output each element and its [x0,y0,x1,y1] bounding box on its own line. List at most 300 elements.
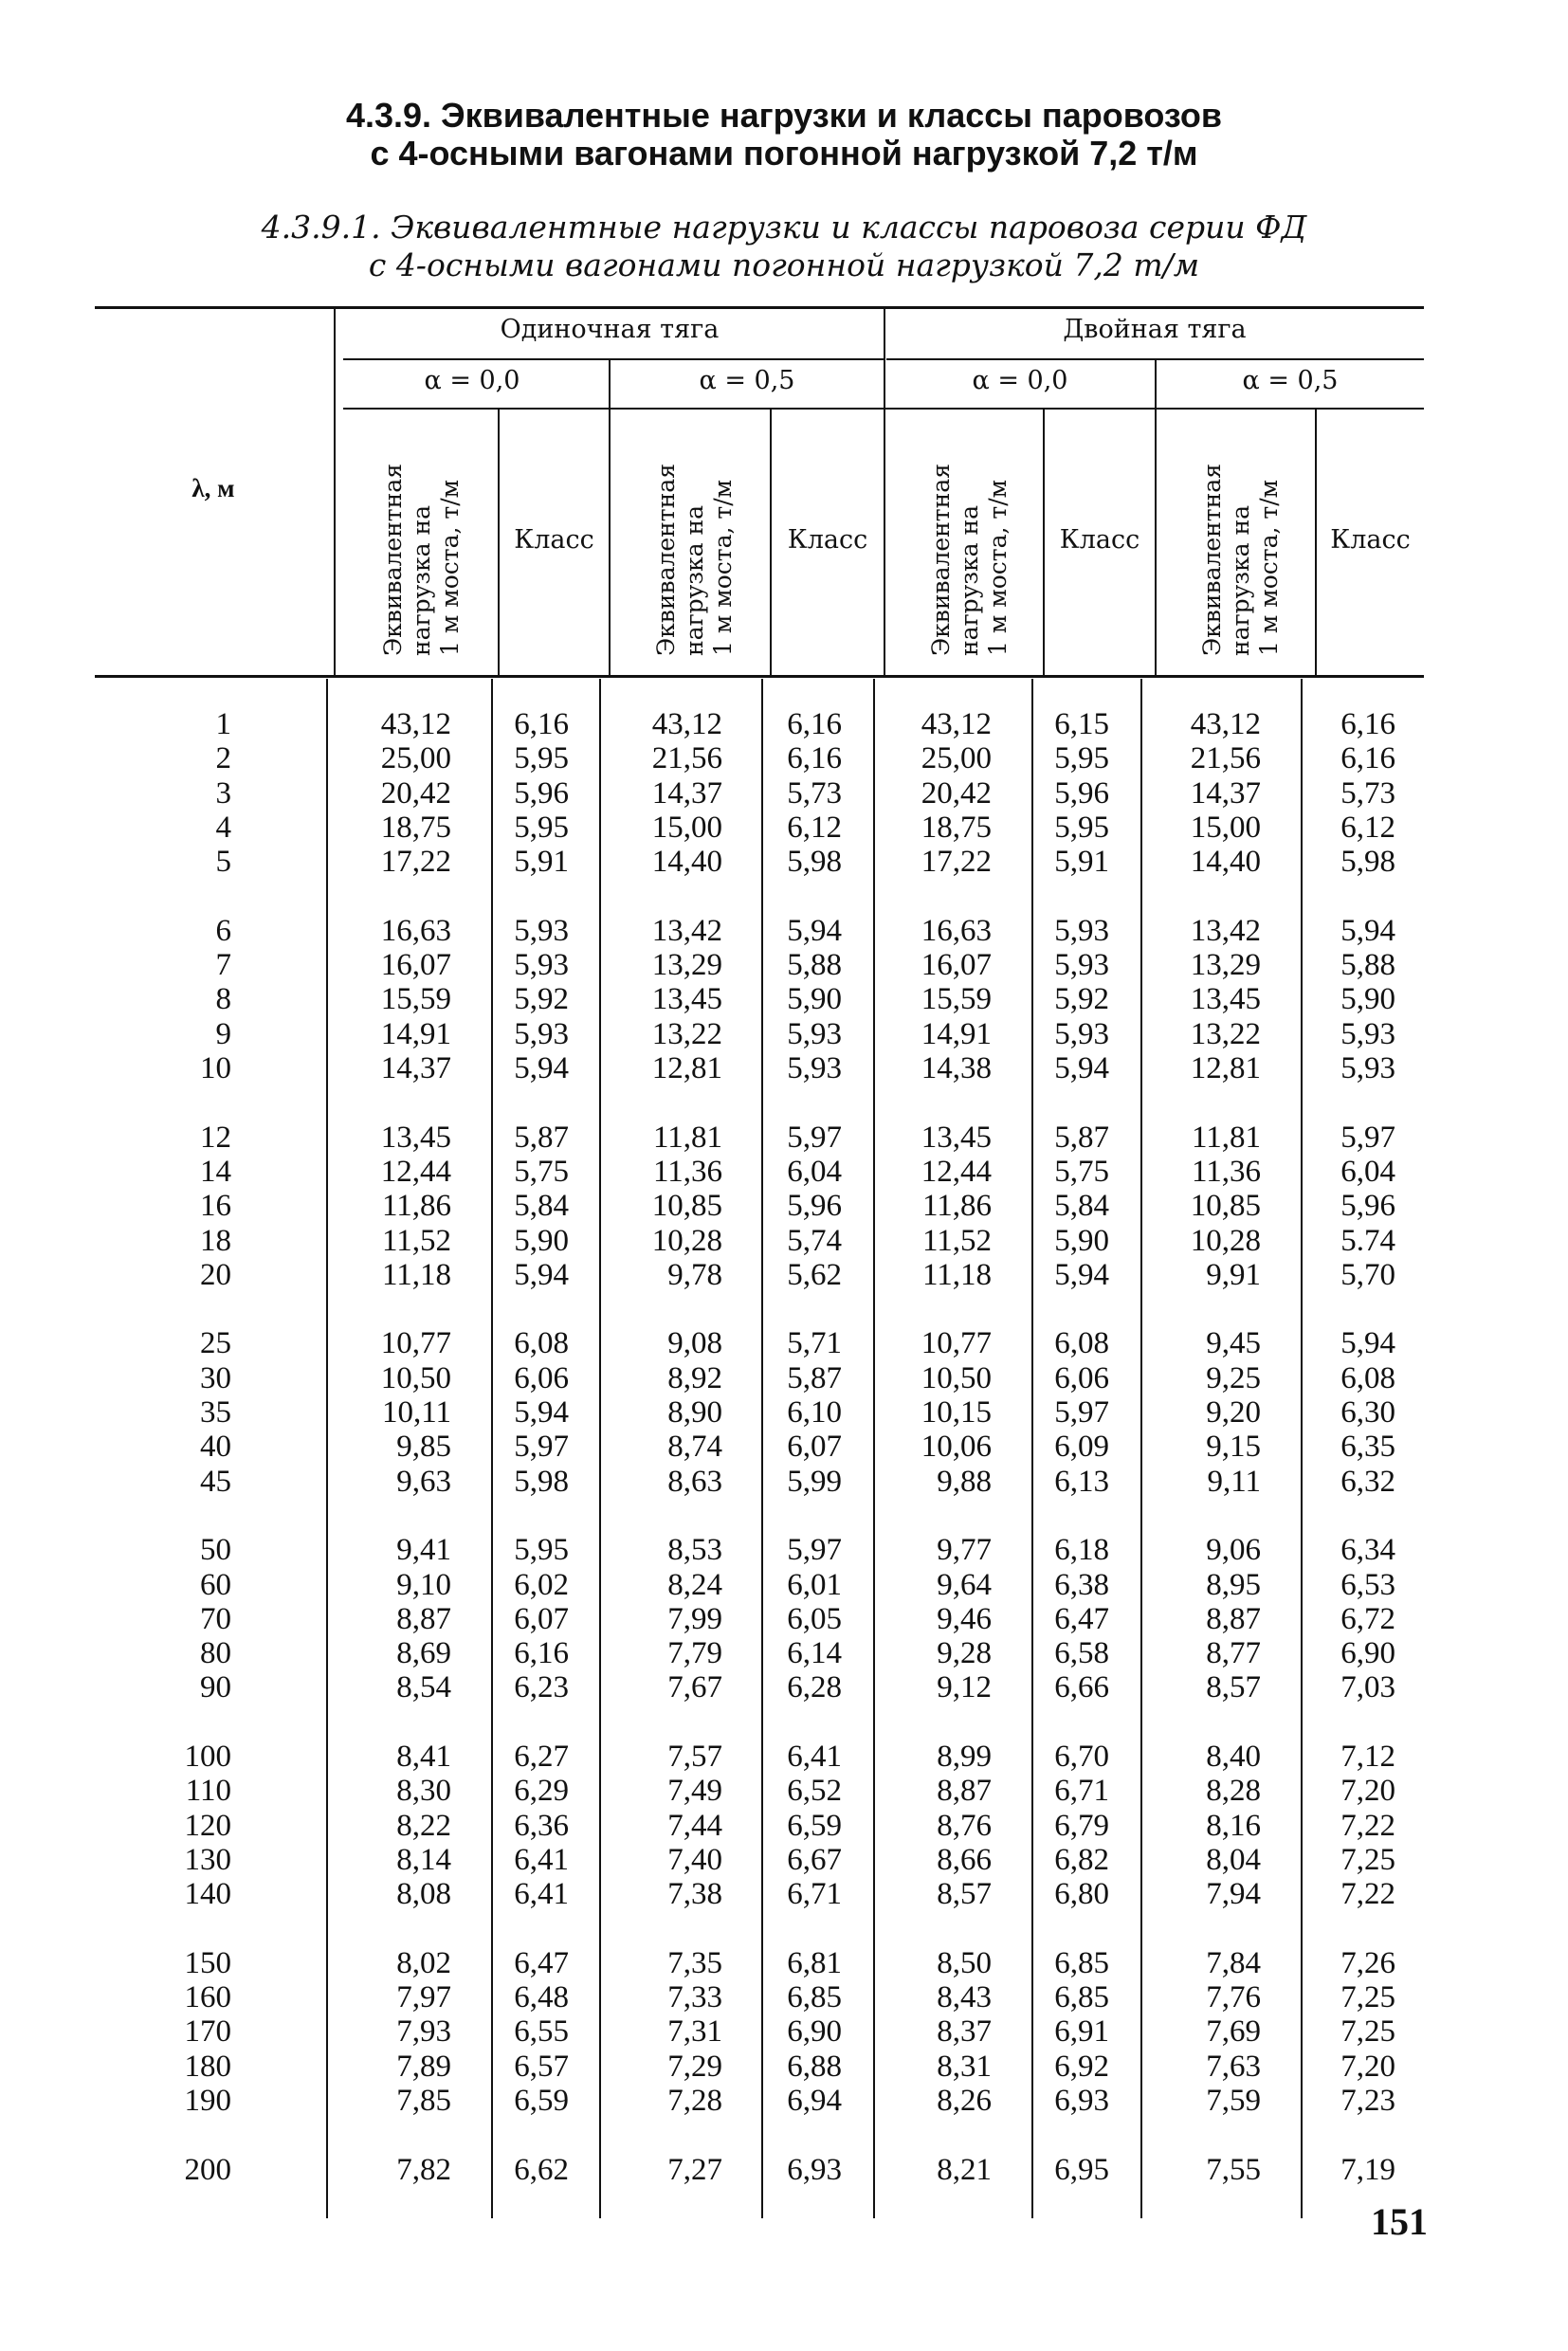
table-cell-class-double-a0: 5,93 [1054,913,1109,948]
table-cell-class-single-a0: 6,41 [514,1877,569,1912]
table-cell-class-double-a0: 6,91 [1054,2014,1109,2050]
table-cell-class-double-a0: 6,58 [1054,1636,1109,1671]
table-cell-lambda: 90 [200,1670,231,1705]
table-cell-equiv-single-a5: 8,53 [667,1533,722,1568]
table-cell-equiv-double-a0: 20,42 [921,775,992,811]
page-number: 151 [1371,2200,1428,2243]
table-cell-equiv-double-a0: 8,87 [937,1774,992,1809]
table-cell-class-double-a0: 5,96 [1054,775,1109,811]
table-cell-class-double-a0: 5,94 [1054,1051,1109,1085]
table-cell-equiv-single-a0: 8,41 [396,1740,451,1774]
class-header-2: Класс [787,525,868,555]
table-cell-equiv-double-a0: 8,21 [937,2152,992,2187]
table-top-rule [95,306,1424,309]
table-cell-equiv-single-a0: 8,30 [396,1774,451,1809]
table-cell-class-double-a0: 6,38 [1054,1567,1109,1602]
table-cell-class-single-a5: 5,97 [787,1120,842,1155]
table-cell-class-single-a5: 5,88 [787,948,842,983]
table-cell-class-single-a0: 5,95 [514,1533,569,1568]
table-cell-class-double-a5: 6,12 [1340,810,1395,845]
alpha-header-3: α = 0,0 [972,366,1068,395]
table-cell-equiv-single-a5: 7,57 [667,1740,722,1774]
table-cell-equiv-double-a5: 13,29 [1190,948,1261,983]
table-cell-class-single-a5: 5,90 [787,982,842,1017]
table-cell-class-single-a0: 6,55 [514,2014,569,2050]
table-cell-equiv-single-a5: 15,00 [651,810,722,845]
table-cell-equiv-single-a0: 25,00 [380,741,451,776]
table-cell-equiv-single-a0: 7,82 [396,2152,451,2187]
table-cell-class-double-a5: 7,25 [1340,2014,1395,2050]
table-cell-lambda: 150 [184,1945,231,1980]
table-cell-class-single-a5: 6,94 [787,2084,842,2118]
table-cell-equiv-double-a5: 7,84 [1206,1945,1261,1980]
table-cell-class-double-a0: 6,95 [1054,2152,1109,2187]
table-cell-class-single-a5: 5,93 [787,1051,842,1085]
table-cell-lambda: 30 [200,1360,231,1395]
table-cell-class-single-a5: 5,74 [787,1223,842,1258]
table-cell-equiv-double-a5: 7,63 [1206,2049,1261,2084]
table-cell-class-double-a5: 7,20 [1340,1774,1395,1809]
table-cell-class-single-a0: 5,93 [514,913,569,948]
table-cell-lambda: 45 [200,1464,231,1499]
table-cell-class-double-a5: 7,22 [1340,1877,1395,1912]
table-cell-equiv-double-a0: 8,26 [937,2084,992,2118]
table-cell-equiv-single-a0: 7,89 [396,2049,451,2084]
table-cell-class-double-a5: 5,93 [1340,1051,1395,1085]
equiv-load-header-1: Эквивалентная нагрузка на 1 м моста, т/м [379,464,464,656]
table-cell-lambda: 4 [215,810,231,845]
table-cell-equiv-single-a5: 7,40 [667,1842,722,1877]
table-cell-equiv-double-a5: 13,42 [1190,913,1261,948]
table-cell-lambda: 6 [215,913,231,948]
table-cell-class-single-a5: 6,93 [787,2152,842,2187]
table-cell-class-single-a5: 5,96 [787,1189,842,1224]
table-cell-equiv-double-a5: 9,06 [1206,1533,1261,1568]
table-cell-class-single-a5: 6,16 [787,707,842,741]
table-cell-class-single-a0: 6,16 [514,707,569,741]
table-cell-class-single-a0: 5,75 [514,1154,569,1189]
table-cell-class-double-a5: 5,94 [1340,913,1395,948]
table-cell-equiv-double-a0: 8,99 [937,1740,992,1774]
table-cell-equiv-single-a5: 7,67 [667,1670,722,1705]
table-cell-equiv-single-a5: 7,35 [667,1945,722,1980]
table-cell-equiv-double-a5: 9,25 [1206,1360,1261,1395]
table-cell-equiv-double-a5: 9,45 [1206,1326,1261,1361]
table-cell-lambda: 130 [184,1842,231,1877]
table-cell-class-single-a5: 6,52 [787,1774,842,1809]
table-cell-class-single-a0: 6,06 [514,1360,569,1395]
table-title-line2: с 4-осными вагонами погонной нагрузкой 7,2 т/м [368,246,1200,283]
table-cell-lambda: 2 [215,741,231,776]
class-header-1: Класс [514,525,594,555]
table-cell-equiv-double-a5: 11,36 [1191,1154,1261,1189]
table-cell-equiv-single-a0: 16,63 [380,913,451,948]
table-cell-equiv-single-a5: 21,56 [651,741,722,776]
section-title-line2: с 4-осными вагонами погонной нагрузкой 7,2 т/м [370,134,1198,173]
table-cell-equiv-double-a5: 10,28 [1190,1223,1261,1258]
table-cell-equiv-double-a5: 9,11 [1207,1464,1261,1499]
table-cell-equiv-double-a0: 8,57 [937,1877,992,1912]
table-cell-equiv-double-a5: 13,45 [1190,982,1261,1017]
table-cell-equiv-double-a0: 11,18 [921,1257,992,1292]
table-cell-equiv-double-a5: 12,81 [1190,1051,1261,1085]
table-cell-class-double-a5: 6,90 [1340,1636,1395,1671]
table-cell-class-single-a5: 6,71 [787,1877,842,1912]
table-cell-equiv-single-a5: 7,79 [667,1636,722,1671]
table-cell-equiv-single-a5: 8,63 [667,1464,722,1499]
table-cell-class-double-a5: 5,93 [1340,1016,1395,1051]
table-cell-class-double-a0: 5,93 [1054,948,1109,983]
table-cell-class-double-a5: 6,72 [1340,1601,1395,1636]
table-cell-class-double-a5: 5,97 [1340,1120,1395,1155]
table-cell-equiv-single-a0: 16,07 [380,948,451,983]
table-cell-equiv-single-a5: 10,85 [651,1189,722,1224]
table-cell-class-double-a0: 5,94 [1054,1257,1109,1292]
table-cell-equiv-single-a5: 13,45 [651,982,722,1017]
table-cell-class-single-a5: 6,81 [787,1945,842,1980]
table-cell-class-double-a0: 5,91 [1054,845,1109,880]
table-cell-class-single-a5: 6,14 [787,1636,842,1671]
table-cell-class-double-a5: 5,70 [1340,1257,1395,1292]
table-cell-class-double-a0: 6,09 [1054,1430,1109,1465]
table-cell-equiv-double-a0: 10,50 [921,1360,992,1395]
alpha-header-4: α = 0,5 [1242,366,1339,395]
table-cell-equiv-double-a5: 7,94 [1206,1877,1261,1912]
table-cell-lambda: 10 [200,1051,231,1085]
table-cell-class-single-a0: 6,48 [514,1980,569,2015]
table-cell-class-double-a0: 5,95 [1054,810,1109,845]
table-cell-equiv-single-a5: 7,99 [667,1601,722,1636]
table-cell-lambda: 14 [200,1154,231,1189]
table-cell-class-double-a0: 6,79 [1054,1808,1109,1843]
alpha-header-2: α = 0,5 [699,366,795,395]
table-cell-class-double-a0: 6,15 [1054,707,1109,741]
table-cell-equiv-double-a5: 8,87 [1206,1601,1261,1636]
table-cell-class-single-a5: 6,85 [787,1980,842,2015]
table-cell-class-double-a5: 7,03 [1340,1670,1395,1705]
table-cell-class-double-a5: 7,25 [1340,1842,1395,1877]
table-cell-equiv-single-a5: 10,28 [651,1223,722,1258]
table-cell-class-double-a5: 6,35 [1340,1430,1395,1465]
table-cell-class-double-a5: 6,34 [1340,1533,1395,1568]
table-cell-class-double-a5: 5,94 [1340,1326,1395,1361]
table-cell-equiv-single-a0: 7,93 [396,2014,451,2050]
table-cell-equiv-single-a0: 13,45 [380,1120,451,1155]
table-cell-equiv-double-a5: 8,04 [1206,1842,1261,1877]
table-cell-class-double-a0: 5,92 [1054,982,1109,1017]
table-cell-class-double-a5: 6,32 [1340,1464,1395,1499]
class-header-4: Класс [1330,525,1411,555]
header-vline-0 [334,309,336,675]
table-cell-class-single-a0: 5,98 [514,1464,569,1499]
table-cell-equiv-single-a5: 8,24 [667,1567,722,1602]
table-cell-class-single-a5: 5,73 [787,775,842,811]
table-cell-class-double-a5: 5,96 [1340,1189,1395,1224]
table-cell-equiv-single-a5: 11,81 [652,1120,722,1155]
table-cell-equiv-double-a5: 21,56 [1190,741,1261,776]
table-cell-class-single-a0: 5,97 [514,1430,569,1465]
table-cell-equiv-double-a0: 10,06 [921,1430,992,1465]
table-cell-class-double-a5: 7,25 [1340,1980,1395,2015]
table-cell-equiv-double-a0: 9,46 [937,1601,992,1636]
table-cell-equiv-double-a0: 9,88 [937,1464,992,1499]
table-cell-class-single-a5: 6,41 [787,1740,842,1774]
table-cell-lambda: 140 [184,1877,231,1912]
table-cell-equiv-double-a0: 10,77 [921,1326,992,1361]
table-cell-class-double-a5: 7,23 [1340,2084,1395,2118]
table-cell-equiv-single-a5: 14,37 [651,775,722,811]
table-cell-class-double-a5: 6,16 [1340,707,1395,741]
table-cell-class-single-a5: 6,67 [787,1842,842,1877]
table-cell-equiv-double-a0: 12,44 [921,1154,992,1189]
table-cell-class-single-a5: 6,05 [787,1601,842,1636]
table-cell-equiv-double-a0: 16,63 [921,913,992,948]
table-cell-class-single-a0: 5,93 [514,948,569,983]
table-cell-equiv-double-a5: 13,22 [1190,1016,1261,1051]
table-cell-class-double-a0: 6,93 [1054,2084,1109,2118]
table-cell-equiv-single-a0: 20,42 [380,775,451,811]
table-cell-equiv-double-a5: 8,57 [1206,1670,1261,1705]
table-cell-lambda: 50 [200,1533,231,1568]
table-cell-equiv-single-a0: 14,37 [380,1051,451,1085]
table-cell-equiv-single-a0: 17,22 [380,845,451,880]
table-cell-equiv-single-a0: 9,10 [396,1567,451,1602]
section-title-line1: 4.3.9. Эквивалентные нагрузки и классы паровозов [345,96,1223,135]
table-cell-class-double-a0: 5,75 [1054,1154,1109,1189]
table-cell-equiv-single-a5: 7,27 [667,2152,722,2187]
table-cell-class-single-a5: 5,99 [787,1464,842,1499]
table-cell-equiv-double-a0: 9,77 [937,1533,992,1568]
table-cell-lambda: 100 [184,1740,231,1774]
table-cell-equiv-single-a0: 10,77 [380,1326,451,1361]
table-cell-class-double-a0: 6,80 [1054,1877,1109,1912]
table-cell-equiv-single-a0: 9,63 [396,1464,451,1499]
table-cell-equiv-double-a5: 8,28 [1206,1774,1261,1809]
table-cell-equiv-single-a5: 12,81 [651,1051,722,1085]
table-cell-class-single-a5: 5,97 [787,1533,842,1568]
header-vline-a [609,360,611,675]
table-cell-class-double-a5: 6,53 [1340,1567,1395,1602]
table-cell-equiv-single-a0: 11,86 [381,1189,451,1224]
table-cell-equiv-single-a0: 8,02 [396,1945,451,1980]
table-cell-equiv-single-a0: 10,11 [381,1395,451,1430]
table-cell-class-double-a0: 5,87 [1054,1120,1109,1155]
header-vline-mid [884,309,885,675]
table-cell-equiv-single-a5: 8,90 [667,1395,722,1430]
table-cell-equiv-double-a0: 10,15 [921,1395,992,1430]
table-cell-class-single-a0: 6,07 [514,1601,569,1636]
table-cell-class-single-a0: 5,91 [514,845,569,880]
table-cell-class-single-a0: 6,62 [514,2152,569,2187]
table-cell-equiv-single-a0: 8,69 [396,1636,451,1671]
table-cell-lambda: 80 [200,1636,231,1671]
table-cell-equiv-single-a0: 11,18 [381,1257,451,1292]
table-cell-equiv-single-a0: 12,44 [380,1154,451,1189]
table-cell-class-single-a0: 6,27 [514,1740,569,1774]
table-cell-class-double-a5: 7,19 [1340,2152,1395,2187]
table-cell-class-single-a5: 6,16 [787,741,842,776]
table-cell-equiv-single-a5: 7,38 [667,1877,722,1912]
table-cell-lambda: 200 [184,2152,231,2187]
table-cell-equiv-double-a5: 10,85 [1190,1189,1261,1224]
header-bottom-rule [95,675,1424,678]
table-cell-equiv-double-a5: 9,91 [1206,1257,1261,1292]
table-cell-class-double-a0: 6,82 [1054,1842,1109,1877]
table-cell-equiv-single-a5: 14,40 [651,845,722,880]
table-cell-equiv-single-a0: 7,85 [396,2084,451,2118]
table-cell-equiv-single-a5: 7,28 [667,2084,722,2118]
table-cell-equiv-single-a0: 11,52 [381,1223,451,1258]
table-cell-class-double-a5: 6,16 [1340,741,1395,776]
table-cell-equiv-single-a0: 18,75 [380,810,451,845]
lambda-header: λ, м [191,474,235,502]
table-cell-equiv-double-a5: 8,95 [1206,1567,1261,1602]
table-cell-equiv-double-a0: 8,43 [937,1980,992,2015]
table-cell-equiv-double-a0: 14,91 [921,1016,992,1051]
table-cell-equiv-single-a0: 8,14 [396,1842,451,1877]
table-cell-class-single-a0: 6,47 [514,1945,569,1980]
table-cell-equiv-double-a0: 8,31 [937,2049,992,2084]
table-cell-equiv-single-a0: 10,50 [380,1360,451,1395]
table-cell-lambda: 35 [200,1395,231,1430]
table-cell-class-double-a5: 7,26 [1340,1945,1395,1980]
table-cell-class-single-a0: 6,08 [514,1326,569,1361]
table-cell-class-single-a5: 6,10 [787,1395,842,1430]
table-cell-class-single-a0: 6,36 [514,1808,569,1843]
table-cell-equiv-single-a5: 7,49 [667,1774,722,1809]
table-cell-equiv-double-a5: 43,12 [1190,707,1261,741]
table-cell-class-double-a5: 7,20 [1340,2049,1395,2084]
table-cell-class-single-a5: 5,93 [787,1016,842,1051]
table-cell-equiv-double-a0: 15,59 [921,982,992,1017]
table-cell-equiv-double-a5: 14,40 [1190,845,1261,880]
table-cell-class-single-a5: 6,07 [787,1430,842,1465]
table-cell-lambda: 5 [215,845,231,880]
table-cell-equiv-single-a5: 8,74 [667,1430,722,1465]
table-cell-equiv-double-a0: 9,12 [937,1670,992,1705]
table-cell-class-double-a0: 6,71 [1054,1774,1109,1809]
single-traction-rule [343,358,884,360]
equiv-load-header-2: Эквивалентная нагрузка на 1 м моста, т/м [652,464,737,656]
table-cell-lambda: 180 [184,2049,231,2084]
table-cell-equiv-single-a0: 8,08 [396,1877,451,1912]
table-cell-class-double-a5: 5,73 [1340,775,1395,811]
table-cell-equiv-single-a0: 15,59 [380,982,451,1017]
table-cell-lambda: 40 [200,1430,231,1465]
table-cell-class-single-a0: 5,94 [514,1395,569,1430]
table-cell-lambda: 120 [184,1808,231,1843]
alpha-header-1: α = 0,0 [424,366,520,395]
table-cell-class-double-a0: 5,97 [1054,1395,1109,1430]
table-cell-class-single-a0: 5,84 [514,1189,569,1224]
table-cell-class-double-a5: 6,04 [1340,1154,1395,1189]
table-cell-equiv-double-a5: 11,81 [1191,1120,1261,1155]
table-cell-lambda: 70 [200,1601,231,1636]
table-cell-class-single-a5: 5,71 [787,1326,842,1361]
table-cell-class-single-a0: 6,41 [514,1842,569,1877]
table-cell-class-double-a5: 7,12 [1340,1740,1395,1774]
table-cell-class-single-a0: 5,96 [514,775,569,811]
table-cell-class-double-a0: 6,70 [1054,1740,1109,1774]
table-cell-lambda: 20 [200,1257,231,1292]
table-cell-lambda: 12 [200,1120,231,1155]
table-cell-class-single-a0: 5,87 [514,1120,569,1155]
table-cell-equiv-double-a0: 8,66 [937,1842,992,1877]
table-cell-class-single-a5: 5,94 [787,913,842,948]
table-cell-equiv-single-a5: 13,22 [651,1016,722,1051]
table-cell-equiv-double-a0: 11,52 [921,1223,992,1258]
table-cell-lambda: 3 [215,775,231,811]
table-cell-equiv-double-a0: 25,00 [921,741,992,776]
table-cell-equiv-double-a5: 9,20 [1206,1395,1261,1430]
table-cell-equiv-single-a5: 8,92 [667,1360,722,1395]
table-cell-equiv-single-a5: 13,29 [651,948,722,983]
table-cell-class-double-a0: 5,95 [1054,741,1109,776]
table-cell-class-double-a0: 5,84 [1054,1189,1109,1224]
table-cell-equiv-double-a0: 18,75 [921,810,992,845]
table-cell-class-double-a0: 6,06 [1054,1360,1109,1395]
table-cell-class-double-a0: 6,18 [1054,1533,1109,1568]
table-cell-class-single-a0: 6,57 [514,2049,569,2084]
table-cell-class-single-a0: 5,92 [514,982,569,1017]
table-cell-class-single-a0: 6,59 [514,2084,569,2118]
table-cell-equiv-double-a5: 7,69 [1206,2014,1261,2050]
table-cell-class-double-a0: 6,85 [1054,1945,1109,1980]
table-cell-class-double-a5: 5,90 [1340,982,1395,1017]
table-cell-class-single-a0: 5,94 [514,1051,569,1085]
table-cell-class-double-a5: 6,30 [1340,1395,1395,1430]
table-cell-equiv-single-a5: 7,44 [667,1808,722,1843]
table-cell-class-single-a0: 6,29 [514,1774,569,1809]
header-vline-b [1155,360,1157,675]
table-cell-equiv-double-a0: 17,22 [921,845,992,880]
table-cell-class-single-a0: 5,95 [514,810,569,845]
table-cell-class-double-a5: 5,88 [1340,948,1395,983]
table-cell-equiv-single-a5: 7,31 [667,2014,722,2050]
table-cell-lambda: 60 [200,1567,231,1602]
table-cell-lambda: 110 [185,1774,231,1809]
table-cell-class-double-a5: 7,22 [1340,1808,1395,1843]
table-cell-equiv-single-a5: 13,42 [651,913,722,948]
single-traction-header: Одиночная тяга [500,315,720,344]
table-cell-equiv-double-a5: 8,40 [1206,1740,1261,1774]
table-cell-class-single-a5: 5,98 [787,845,842,880]
table-cell-lambda: 170 [184,2014,231,2050]
table-cell-class-single-a5: 6,01 [787,1567,842,1602]
equiv-load-header-4: Эквивалентная нагрузка на 1 м моста, т/м [1198,464,1283,656]
table-cell-equiv-single-a5: 7,29 [667,2049,722,2084]
table-cell-equiv-single-a5: 9,08 [667,1326,722,1361]
table-cell-equiv-single-a5: 7,33 [667,1980,722,2015]
table-cell-equiv-double-a5: 9,15 [1206,1430,1261,1465]
table-cell-class-single-a5: 6,59 [787,1808,842,1843]
table-cell-equiv-double-a5: 7,55 [1206,2152,1261,2187]
table-cell-equiv-single-a0: 43,12 [380,707,451,741]
table-cell-equiv-double-a0: 14,38 [921,1051,992,1085]
table-cell-lambda: 190 [184,2084,231,2118]
table-cell-class-single-a5: 5,62 [787,1257,842,1292]
class-header-3: Класс [1059,525,1140,555]
table-cell-equiv-double-a0: 16,07 [921,948,992,983]
table-cell-equiv-single-a5: 11,36 [652,1154,722,1189]
table-cell-equiv-double-a0: 8,50 [937,1945,992,1980]
equiv-load-header-3: Эквивалентная нагрузка на 1 м моста, т/м [927,464,1012,656]
table-cell-equiv-double-a0: 11,86 [921,1189,992,1224]
table-cell-class-single-a0: 5,94 [514,1257,569,1292]
table-cell-class-single-a0: 5,90 [514,1223,569,1258]
table-cell-equiv-single-a5: 9,78 [667,1257,722,1292]
table-cell-lambda: 160 [184,1980,231,2015]
